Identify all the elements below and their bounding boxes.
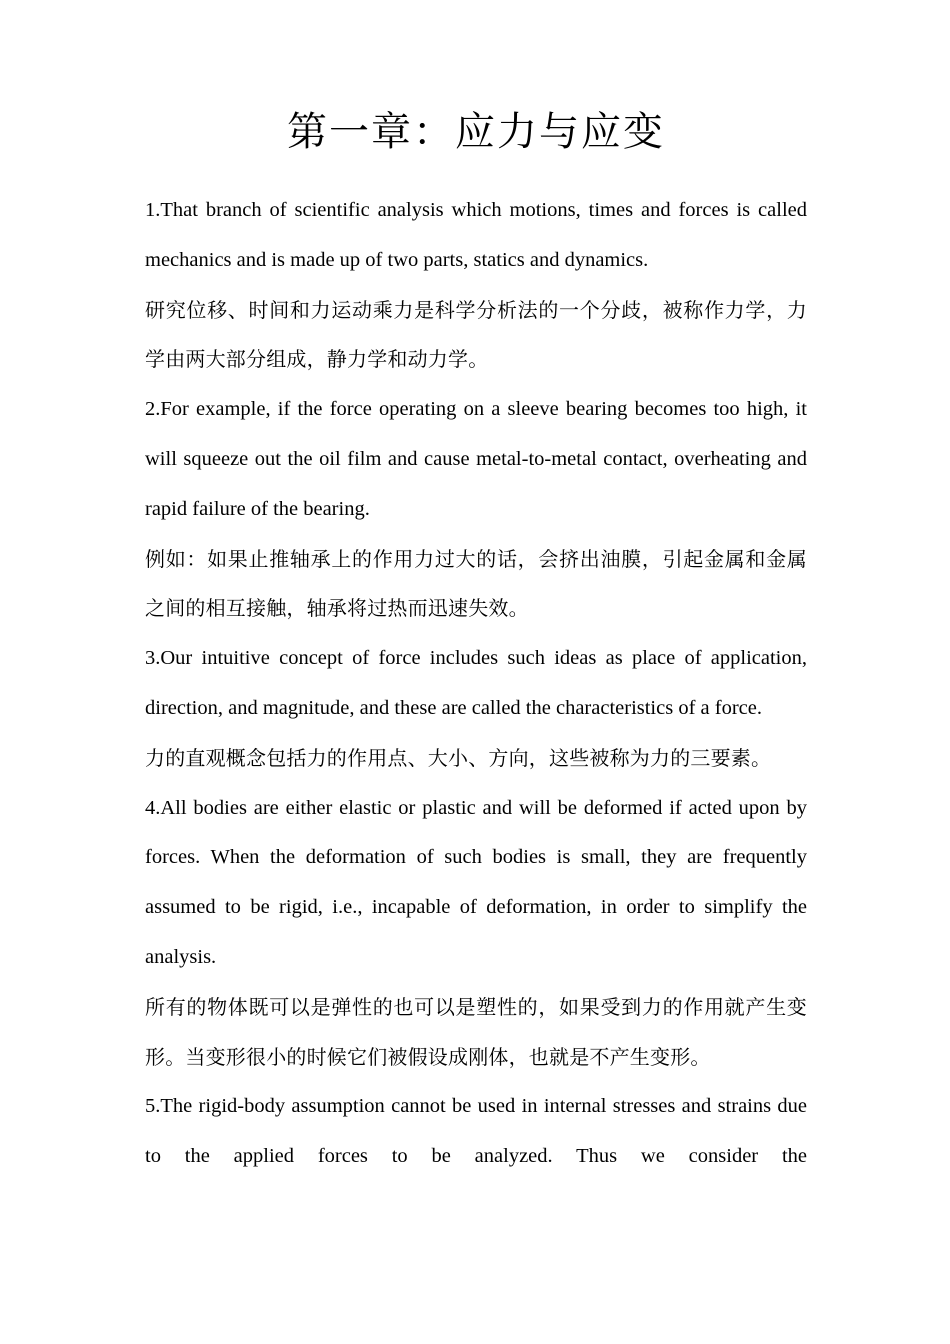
paragraph-zh-3: 力的直观概念包括力的作用点、大小、方向，这些被称为力的三要素。	[145, 745, 772, 770]
paragraph-en-2: 2.For example, if the force operating on a sleeve bearing becomes too high, it will squeeze out the oil film and cause metal-to-metal contact, overheating and rapid failure of the bearing.	[145, 398, 807, 520]
paragraph-zh-4: 所有的物体既可以是弹性的也可以是塑性的，如果受到力的作用就产生变形。当变形很小的时候它们被假设成刚体，也就是不产生变形。	[145, 994, 807, 1069]
paragraph-zh-2: 例如：如果止推轴承上的作用力过大的话，会挤出油膜，引起金属和金属之间的相互接触，轴承将过热而迅速失效。	[145, 546, 807, 621]
paragraph-en-5: 5.The rigid-body assumption cannot be used in internal stresses and strains due to the applied forces to be analyzed. Thus we consider the	[145, 1095, 807, 1168]
paragraph-en-3: 3.Our intuitive concept of force includes such ideas as place of application, direction, and magnitude, and these are called the characteristics of a force.	[145, 647, 807, 719]
paragraph-en-1: 1.That branch of scientific analysis which motions, times and forces is called mechanics and is made up of two parts, statics and dynamics.	[145, 199, 807, 271]
document-body	[145, 186, 807, 1182]
paragraph-en-4: 4.All bodies are either elastic or plastic and will be deformed if acted upon by forces. When the deformation of such bodies is small, they are frequently assumed to be rigid, i.e., incapable of deformation, in order to simplify the analysis.	[145, 796, 807, 968]
chapter-title: 第一章：应力与应变	[287, 109, 665, 155]
paragraph-zh-1: 研究位移、时间和力运动乘力是科学分析法的一个分歧，被称作力学，力学由两大部分组成，静力学和动力学。	[145, 297, 807, 372]
